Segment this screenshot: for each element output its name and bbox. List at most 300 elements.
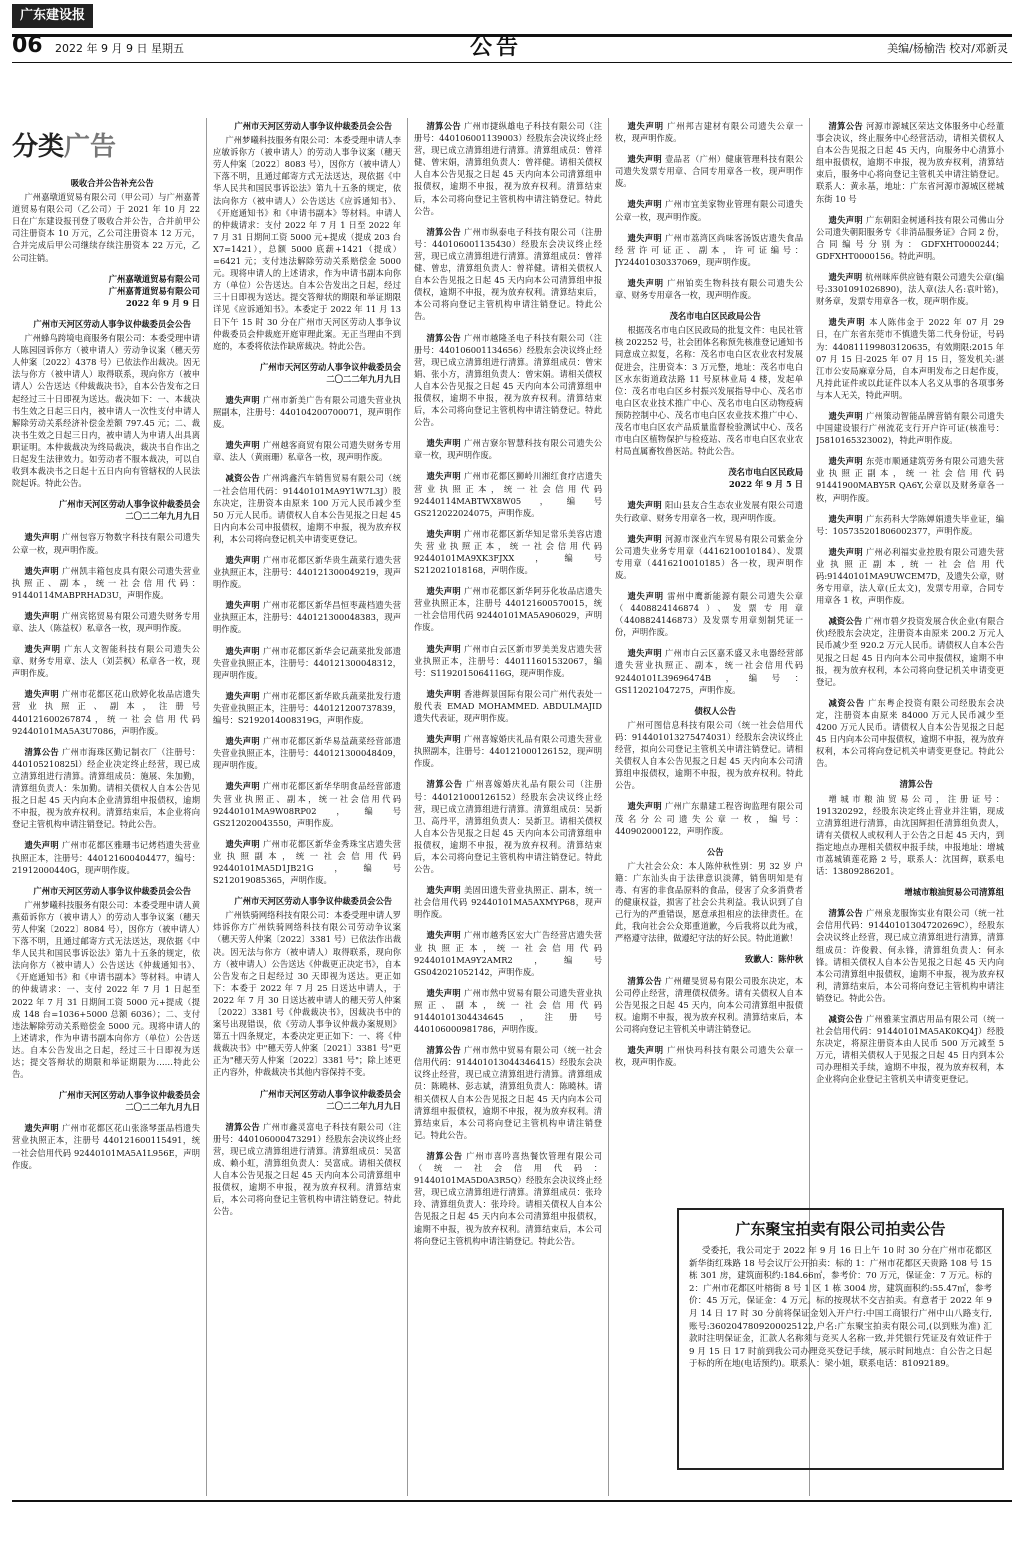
notice-item	[615, 1044, 803, 1068]
notice-type: 遗失声明	[426, 438, 462, 449]
notice-text	[414, 987, 602, 1035]
notice-body: 本人陈伟金于 2022 年 07 月 29 日，在广东省东莞市不慎遗失第二代身份证，号码为：440811199803120635，有效期限:2015 年 07 月 15 日-2025 年 07 月 15 日，签发机关:湛江市公安局麻章分局，自本声明发布之日起作废，凡持此证件或以此证件以本人名义从事的各项事务与本人无关，特此声明。	[816, 317, 1004, 400]
notice-type: 遗失声明	[828, 456, 864, 467]
notice-item	[414, 332, 602, 429]
notice-type: 遗失声明	[627, 199, 663, 210]
notice-item	[414, 585, 602, 633]
notice-item	[213, 472, 401, 545]
notice-type: 清算公告	[627, 975, 663, 986]
notice-body: 广州耀旻贸易有限公司股东决定，本公司停止经营，清理债权债务。请有关债权人自本公告见报之日起 45 天内，向本公司清算组申报债权。逾期不申报，视为放弃权利。清算结束后，本公司将向登记主管机关申请注销登记。	[615, 975, 803, 1034]
notice-text	[414, 929, 602, 977]
notice-sign	[213, 361, 401, 373]
notice-text	[615, 277, 803, 301]
notice-text	[213, 780, 401, 828]
notice-text	[414, 1044, 602, 1141]
notice-text	[816, 1013, 1004, 1086]
notice-item	[615, 120, 803, 144]
notice-body: 广州快玛科技有限公司遗失公章一枚，现声明作废。	[615, 1045, 803, 1068]
auction-notice	[677, 1208, 1004, 1470]
notice-item	[816, 546, 1004, 606]
notice-body: 广州市然中贸易有限公司（统一社会信用代码：914401013044346415）经股东会决议终止经营，现已成立清算组进行清算。清算组成员：陈曉林、彭志斌，清算组负责人：陈曉林。请相关债权人自本公告见报之日起 45 天内向本公司清算组申报债权，逾期不申报，视为放弃权利。清算结束后，本公司将向登记主管机构申请注销登记。特此公告。	[414, 1045, 602, 1140]
notice-type: 减资公告	[225, 473, 261, 484]
notice-type: 遗失声明	[225, 440, 261, 451]
notice-type: 清算公告	[426, 332, 462, 343]
notice-type: 遗失声明	[225, 838, 261, 849]
notice-type: 遗失声明	[24, 610, 60, 621]
notice-item	[615, 198, 803, 222]
notice-text	[615, 975, 803, 1035]
notice-type: 遗失声明	[426, 528, 462, 539]
notice-type: 遗失声明	[627, 1045, 664, 1055]
notice-type: 遗失声明	[24, 689, 60, 700]
notice-text	[213, 690, 401, 726]
notice-body	[615, 324, 803, 457]
notice-item	[12, 688, 200, 736]
notice-body: 广州市新美广告有限公司遗失营业执照副本，注册号：440104200700071，现声明作废。	[213, 394, 401, 430]
notice-item	[414, 1150, 602, 1247]
notice-sign	[615, 953, 803, 965]
notice-item	[816, 120, 1004, 205]
notice-sign	[12, 1101, 200, 1113]
notice-sign-text: 二〇二二年九月九日	[125, 511, 200, 522]
notice-type: 遗失声明	[426, 930, 462, 941]
notice-item	[615, 277, 803, 301]
notice-text	[816, 697, 1004, 770]
notice-item	[816, 615, 1004, 688]
notice-type: 遗失声明	[225, 690, 261, 701]
notice-type: 遗失声明	[426, 471, 462, 482]
notice-body: 广州市花都区新华华明食品经营部遗失营业执照正、副本，统一社会信用代码 92440101MA9W08RP02，编号 GS212020043550，声明作废。	[213, 781, 401, 828]
notice-sign-text: 增城市粮油贸易公司清算组	[904, 887, 1004, 898]
notice-body: 广州市海珠区勤记制衣厂（注册号：440105210825l）经企业决定终止经营，现已成立清算组进行清算。清算组成员：施展、朱加勤，清算组负责人：朱加勤。请相关债权人自本公告见报之日起 45 天内向本企业清算组申报债权，逾期不申报，视为放弃权利。清算结束后，本企业将向登记主管机构申请注销登记。特此公告。	[12, 746, 200, 830]
notice-type: 遗失声明	[24, 565, 60, 576]
notice-type: 遗失声明	[627, 801, 663, 812]
notice-title	[213, 895, 401, 907]
notice-body: 雷州中鹰新能源有限公司遗失公章（4408824146874）、发票专用章（4408824146873）及发票专用章刻制凭证一份，声明作废。	[615, 591, 803, 638]
notice-body-text: 广州梦曦科技服务有限公司：本委受理申请人李应敏诉你方（被申请人）的劳动人事争议案（穗天劳人仲案〔2022〕8083 号），因你方（被申请人）下落不明，且通过邮寄方式无法送达，现依据《中华人民共和国民事诉讼法》第九十五条的规定，依法向你方（被申请人）公告送达《应诉通知书》、《开庭通知书》和《申请书副本》等材料。申请人的仲裁请求：支付 2022 年 7 月 1 日至 2022 年 7 月 31 日期间工资 5000 元+提成（提成 203 台 X7=1421），总额 5000 底薪+1421（提成）=6421 元；支付违法解除劳动关系赔偿金 5000 元。现将申请人的上述请求，作为申请书副本向你方（单位）公告送达。自本公告发出之日起，经过三十日即视为送达。提交答辩状的期限和举证期限详见《应诉通知书》。本委定于 2022 年 11 月 13 日下午 15 时 30 分在广州市天河区劳动人事争议仲裁委员会仲裁庭开庭审理此案。无正当理由不到庭的，本委将依法作缺席裁决。特此公告。	[213, 135, 401, 351]
notice-body: 广州泉龙服饰实业有限公司（统一社会信用代码：91440101304720269C），经股东会决议终止经营，现已成立清算组进行清算，清算组成员：许俊毅、何永锋，清算组负责人：何永锋。请相关债权人自本公告见报之日起 45 天内向本公司清算组申报债权，逾期不申报，视为放弃权利，清算结束后，本公司将向登记主管机构申请注销登记。特此公告。	[816, 908, 1004, 1003]
notice-text	[414, 120, 602, 217]
notice-item	[12, 643, 200, 679]
notice-title	[816, 778, 1004, 790]
notice-sign	[615, 478, 803, 490]
notice-title	[615, 705, 803, 717]
notice-text	[213, 645, 401, 681]
notice-text	[12, 643, 200, 679]
notice-title-text: 债权人公告	[694, 705, 736, 716]
notice-body	[12, 899, 200, 1080]
notice-text	[213, 599, 401, 635]
notice-sign-text: 致歉人：陈仲秋	[744, 954, 803, 965]
notice-item	[414, 987, 602, 1035]
notice-text	[414, 437, 602, 461]
notice-type: 清算公告	[426, 779, 463, 790]
notice-body: 广州必利福实业控股有限公司遗失营业执照正副本,统一社会信用代码:91440101MA9UWCEM7D，及遗失公章，财务专用章，法人章(丘太文)，发票专用章，合同专用章各 1 枚，声明作废。	[816, 546, 1004, 606]
notice-text	[12, 565, 200, 601]
notice-body: 广州市荔湾区尚味客汤饭店遗失食品经营许可证正、副本，许可证编号：JY24401030337069，现声明作废。	[615, 232, 803, 267]
notice-item	[615, 647, 803, 695]
footer-rule	[12, 1500, 1012, 1502]
heading-part-1: 分类	[12, 132, 65, 162]
notice-body: 广州市花都区新华知足常乐美容店遗失营业执照正本，统一社会信用代码 92440101MA9XK3FJXX，编号 S212021018168，声明作废。	[414, 528, 602, 576]
notice-item	[213, 735, 401, 771]
notice-body: 河源市深业汽车贸易有限公司紫金分公司遗失业务专用章（4416210010184）、发票专用章（4416210010185）各一枚，现声明作废。	[615, 533, 803, 580]
notice-body	[213, 909, 401, 1078]
notice-type: 遗失声明	[426, 885, 462, 896]
notice-text	[213, 439, 401, 463]
notice-text	[414, 643, 602, 679]
notice-text	[414, 778, 602, 875]
notice-body-text: 广州可图信息科技有限公司（统一社会信用代码：914401013275474031）经股东会决议终止经营，拟向公司登记主管机关申请注销登记。请相关债权人自本公告见报之日起 45 天内向本公司清算组申报债权，逾期不申报，视为放弃权利。特此公告。	[615, 719, 803, 791]
notice-type: 遗失声明	[627, 500, 663, 511]
notice-body: 广州喜嫁婚庆礼品有限公司（注册号：440121000126152）经股东会决议终止经营，现已成立清算组进行清算。清算组成员：吴新卫、高丹平，清算组负责人：吴新卫。请相关债权人自本公告见报之日起 45 天内向本公司清算组申报债权，逾期不申报，视为放弃权利。清算结束后，本公司将向登记主管机构申请注销登记。特此公告。	[414, 779, 602, 875]
heading-part-2: 广告	[64, 132, 117, 162]
column-3	[414, 120, 602, 1495]
notice-item	[414, 1044, 602, 1141]
notice-text	[12, 746, 200, 831]
notice-text	[615, 1044, 803, 1068]
notice-text	[12, 531, 200, 555]
notice-text	[414, 884, 602, 920]
notice-body: 广东人文智能科技有限公司遗失公章、财务专用章、法人（刘芸枫）私章各一枚，现声明作废。	[12, 644, 200, 679]
notice-item	[213, 394, 401, 430]
notice-item	[816, 455, 1004, 503]
notice-body	[213, 134, 401, 352]
notice-type: 遗失声明	[828, 546, 864, 557]
notice-text	[12, 1122, 200, 1170]
notice-body: 广州市花都区新华易益蔬菜经营部遗失营业执照正本，注册号：440121300048409，现声明作废。	[213, 736, 401, 771]
notice-body-text: 广州铁骑网络科技有限公司：本委受理申请人罗炜诉你方广州铁骑网络科技有限公司劳动争议案（穗天劳人仲案〔2022〕3381 号）已依法作出裁决。因无法与你方（被申请人）取得联系，现向你方（被申请人）公告送达《仲裁更正决定书》，自本公告发布之日起经过 30 天即视为送达。更正如下：本委于 2022 年 7 月 25 日送达申请人，于 2022 年 7 月 30 日送达被申请人的穗天劳人仲案〔2022〕3381 号《仲裁裁决书》，因裁决书中的案号出现错误，依《劳动人事争议仲裁办案规则》第五十四条规定，本委决定更正如下：一、将《仲裁裁决书》中"穗天劳人仲案〔2021〕3381 号"更正为"穗天劳人仲案〔2022〕3381 号"；除上述更正内容外，仲裁裁决书其他内容保持不变。	[213, 910, 401, 1078]
notice-type: 清算公告	[24, 746, 60, 757]
notice-item	[213, 690, 401, 726]
notice-body: 广州市花都区新华阿芬化妆品店遗失营业执照正本，注册号 440121600570015，统一社会信用代码 92440101MA5A906029，声明作废。	[414, 586, 602, 633]
notice-sign	[816, 886, 1004, 898]
notice-type: 遗失声明	[24, 840, 60, 851]
notice-item	[213, 838, 401, 886]
notice-item	[213, 780, 401, 828]
notice-body-text: 广州蜂鸟跨境电商服务有限公司：本委受理申请人陈园园诉你方（被申请人）劳动争议案（穗天劳人仲案〔2022〕4378 号）已依法作出裁决。因无法与你方（被申请人）取得联系，现向你方（被申请人）公告送达《仲裁裁决书》，自本公告发布之日起经过三十日即视为送达。裁决如下：一、本裁决书生效之日起三日内，被申请人一次性支付申请人解除劳动关系经济补偿金差额 797.45 元；二、裁决书生效之日起三日内，被申请人为申请人出具离职证明。本仲裁裁决为终局裁决，裁决书自作出之日起发生法律效力。如劳动者不服本裁决，可以自收到本裁决书之日起十五日内向有管辖权的人民法院起诉。特此公告。	[12, 333, 200, 489]
notice-text	[615, 120, 803, 144]
notice-title-text: 广州市天河区劳动人事争议仲裁委员会公告	[33, 318, 192, 329]
notice-type: 遗失声明	[426, 643, 462, 654]
notice-item	[615, 153, 803, 189]
notice-body	[12, 191, 200, 264]
notice-body: 广州市然中贸易有限公司遗失营业执照正、副本，统一社会信用代码 91440101304434645，注册号 440106000981786，声明作废。	[414, 987, 602, 1035]
notice-title	[12, 885, 200, 897]
notice-type: 遗失声明	[426, 586, 462, 597]
notice-type: 减资公告	[828, 697, 865, 708]
notice-title	[213, 120, 401, 132]
notice-sign-text: 广州市天河区劳动人事争议仲裁委员会	[58, 499, 200, 510]
notice-sign-text: 2022 年 9 月 9 日	[126, 297, 200, 308]
notice-type: 清算公告	[426, 1150, 463, 1161]
notice-text	[816, 907, 1004, 1004]
notice-text	[414, 470, 602, 518]
notice-body: 广州市花都区新华贵生蔬菜行遗失营业执照正本，注册号：440121300049219，现声明作废。	[213, 555, 401, 590]
notice-body: 广州宾铭贸易有限公司遗失财务专用章、法人（陈益权）私章各一枚，现声明作废。	[12, 610, 200, 633]
notice-body-text: 广州嘉墩道贸易有限公司（甲公司）与广州嘉菁道贸易有限公司（乙公司）于 2021 年 10 月 22 日在广东建设报刊登了吸收合并公告，合并前甲公司注册资本 10 万元，乙公司注册资本 12 万元，合并完成后甲公司继续存续注册资本 22 万元，乙公司注销。	[12, 192, 200, 263]
notice-item	[12, 565, 200, 601]
notice-text	[816, 455, 1004, 503]
notice-item	[816, 271, 1004, 307]
notice-text	[414, 528, 602, 576]
notice-text	[615, 647, 803, 695]
notice-item	[12, 1122, 200, 1170]
notice-text	[615, 499, 803, 523]
notice-type: 遗失声明	[24, 532, 60, 543]
notice-sign	[213, 373, 401, 385]
notice-sign-text: 广州市天河区劳动人事争议仲裁委员会	[58, 1090, 200, 1101]
notice-sign-text: 广州市天河区劳动人事争议仲裁委员会	[259, 361, 401, 372]
notice-item	[414, 528, 602, 576]
notice-text	[414, 332, 602, 429]
notice-type: 遗失声明	[426, 688, 462, 699]
notice-text	[12, 610, 200, 634]
notice-type: 遗失声明	[627, 277, 664, 288]
notice-body: 广州市花都区雅珊韦记烤档遗失营业执照正本，注册号：440121600404477，编号：21912000440G，现声明作废。	[12, 840, 200, 875]
notice-body: 香港辉景国际有限公司广州代表处一般代表 EMAD MOHAMMED. ABDULMAJID 遗失代表证，现声明作废。	[414, 688, 602, 724]
notice-item	[213, 599, 401, 635]
notice-item	[213, 645, 401, 681]
notice-body: 阳山县友合生态农业发展有限公司遗失行政章、财务专用章各一枚，现声明作废。	[615, 500, 803, 523]
notice-item	[816, 513, 1004, 537]
notice-text	[615, 198, 803, 222]
notice-type: 遗失声明	[225, 555, 261, 565]
notice-item	[615, 232, 803, 268]
notice-sign-text: 二〇二二年九月九日	[326, 1100, 401, 1111]
notice-body: 广州凯丰箱包皮具有限公司遗失营业执照正、副本，统一社会信用代码：91440114MABPRHAD3U，声明作废。	[12, 565, 200, 600]
notice-body: 广州市碧夕投资发展合伙企业(有限合伙)经股东会决定，注册资本由原来 200.2 万元人民币减少至 920.2 万元人民币。请债权人自本公告见报之日起 45 日内向本公司申报债权，逾期不申报，视为放弃权利，本公司将向登记机关申请变更登记。	[816, 616, 1004, 687]
notice-body: 广州广东鼎建工程咨询监理有限公司茂名分公司遗失公章一枚，编号：440902000122，声明作废。	[615, 801, 803, 836]
notice-type: 遗失声明	[225, 600, 261, 611]
notice-item	[414, 120, 602, 217]
header-rule	[12, 62, 1012, 63]
notice-text	[816, 615, 1004, 688]
notice-sign	[213, 1088, 401, 1100]
notice-sign-text: 广州嘉墩道贸易有限公司	[108, 273, 200, 284]
notice-item	[414, 884, 602, 920]
notice-item	[816, 697, 1004, 770]
notice-type: 遗失声明	[828, 214, 864, 225]
notice-item	[414, 688, 602, 724]
notice-sign-text: 广州嘉菁道贸易有限公司	[108, 285, 200, 296]
notice-body	[816, 793, 1004, 878]
notice-text	[213, 554, 401, 590]
notice-type: 遗失声明	[627, 154, 663, 165]
notice-sign	[12, 297, 200, 309]
notice-type: 遗失声明	[828, 317, 866, 328]
notice-body: 广州越客商贸有限公司遗失财务专用章、法人（黄雨珊）私章各一枚，现声明作废。	[213, 440, 401, 463]
notice-type: 遗失声明	[225, 645, 261, 656]
notice-title-text: 广州市天河区劳动人事争议仲裁委员会公告	[33, 885, 192, 896]
notice-type: 遗失声明	[24, 644, 61, 655]
notice-type: 遗失声明	[627, 591, 664, 601]
notice-sign	[12, 273, 200, 285]
notice-sign-text: 二〇二二年九月九日	[326, 373, 401, 384]
notice-item	[615, 800, 803, 836]
notice-body	[615, 860, 803, 945]
notice-item	[414, 929, 602, 977]
notice-body: 广州铂奕生物科技有限公司遗失公章、财务专用章各一枚，现声明作废。	[615, 277, 803, 301]
notice-title-text: 公告	[706, 846, 724, 857]
notice-body: 广州邦吉建材有限公司遗失公章一枚，现声明作废。	[615, 121, 803, 144]
notice-item	[12, 531, 200, 555]
notice-body-text: 根据茂名市电白区民政局的批复文件：电民社管核 202252 号，社会团体名称预先核准登记通知书同意成立拟复，名称：茂名市电白区农业农村发展促进会，注册资本：3 万元整，地址：茂名市电白区水东街道政法路 11 号原林业局 4 楼，发起单位：茂名市电白区乡村振兴发展指导中心、茂名市电白区农业技术推广中心、茂名市电白区动物疫病预防控制中心、茂名市电白区农业技术推广中心、茂名市电白区农产品质量监督检验测试中心、茂名市电白区植物保护与检疫站、茂名市电白区农业农村局直属畜牧兽医站。特此公告。	[615, 325, 803, 457]
notice-type: 清算公告	[828, 908, 864, 919]
notice-body: 广州策动智能品牌营销有限公司遗失中国建设银行广州流花支行开户许可证(核准号：J5810165323002)，特此声明作废。	[816, 410, 1004, 446]
notice-title-text: 吸收合并公告补充公告	[70, 178, 154, 188]
notice-body: 广州市花都区花山张涤琴蛋品档遗失营业执照正本，注册号 440121600115491，统一社会信用代码 92440101MA5A1L956E，声明作废。	[12, 1123, 200, 1170]
notice-sign-text: 茂名市电白区民政局	[728, 467, 803, 478]
notice-type: 清算公告	[225, 1121, 261, 1132]
notice-body: 广州吉寮尔智慧科技有限公司遗失公章一枚，现声明作废。	[414, 438, 602, 461]
notice-type: 遗失声明	[225, 394, 261, 405]
notice-type: 清算公告	[426, 226, 462, 237]
notice-body: 广州市宜美家物业管理有限公司遗失公章一枚，现声明作废。	[615, 199, 803, 222]
notice-body-text: 广大社会公众：本人陈仲秋性别：男 32 岁 户籍：广东汕头由于法律意识淡薄，销售明知是有毒、有害的非食品原料的食品，侵害了众多消费者的健康权益，损害了社会公共利益。我认识到了自己行为的严重错误，愿意承担相应的法律责任。在此，我向社会公众郑重道歉，今后我将以此为戒，严格遵守法律，做遵纪守法的好公民。特此道歉！	[615, 860, 803, 944]
notice-body: 东莞市顺通建筑劳务有限公司遗失营业执照正副本，统一社会信用代码 91441900MABY5R QA6Y,公章以及财务章各一枚，声明作废。	[816, 456, 1004, 503]
notice-item	[816, 907, 1004, 1004]
notice-body: 广州雅莱宝酒店用品有限公司（统一社会信用代码：91440101MA5AK0KQ4J）经股东决定，将原注册资本由人民币 500 万元减至 5 万元，请相关债权人于见报之日起 45 日内到本公司办理相关手续，逾期不申报，视为放弃权利，本企业将向企业登记主管机关申请变更登记。	[816, 1014, 1004, 1085]
notice-body: 杭州咪库供应链有限公司遗失公章(编号:3301091026890)，法人章(法人名:袁叶铭)，财务章，发票专用章各一枚，现声明作废。	[816, 272, 1004, 307]
notice-sign	[12, 1089, 200, 1101]
notice-type: 遗失声明	[828, 410, 864, 421]
notice-body: 广州市花都区新华昌恒枣蔬档遗失营业执照正本，注册号：440121300048383，现声明作废。	[213, 600, 401, 635]
notice-text	[414, 688, 602, 724]
notice-text	[12, 839, 200, 875]
notice-type: 减资公告	[828, 616, 863, 627]
notice-sign-text: 广州市天河区劳动人事争议仲裁委员会	[259, 1088, 401, 1099]
notice-item	[213, 439, 401, 463]
notice-body: 河源市源城区荣达文体服务中心经董事会决议，终止服务中心经营活动，请相关债权人自本公告见报之日起 45 天内，向服务中心清算小组申报债权，逾期不申报，视为放弃权利，清算结束后，服务中心将向登记主管机关申请注销登记。联系人：黄永基，地址：广东省河源市源城区槎城东街 10 号	[816, 121, 1004, 204]
column-divider	[407, 118, 408, 1496]
notice-title	[12, 318, 200, 330]
notice-type: 遗失声明	[627, 533, 663, 544]
notice-body: 广州市越隆圣电子科技有限公司（注册号：440106001134656）经股东会决议终止经营，现已成立清算组进行清算。清算组成员：曾宋娟、张小方，清算组负责人：曾宋娟。请相关债权人自本公告见报之日起 45 天内向本公司清算组申报债权，逾期不申报，视为放弃权利。清算结束后，本公司将向登记主管机构申请注销登记。特此公告。	[414, 332, 602, 428]
notice-sign	[615, 466, 803, 478]
notice-item	[615, 499, 803, 523]
notice-item	[414, 778, 602, 875]
notice-item	[213, 554, 401, 590]
notice-item	[816, 1013, 1004, 1086]
notice-title-text: 广州市天河区劳动人事争议仲裁委员会公告	[234, 121, 393, 131]
notice-type: 清算公告	[828, 121, 864, 131]
notice-text	[816, 513, 1004, 537]
notice-body: 广州市花都区花山欣婷化妆品店遗失营业执照正、副本，注册号 440121600267874，统一社会信用代码 92440101MA5A3U7086，声明作废。	[12, 689, 200, 736]
notice-text	[816, 271, 1004, 307]
notice-item	[12, 610, 200, 634]
notice-sign	[12, 510, 200, 522]
notice-title	[615, 846, 803, 858]
column-divider	[206, 118, 207, 1496]
paper-tag: 广东建设报	[12, 4, 93, 28]
editors-credit: 美编/杨榆浩 校对/邓新灵	[887, 42, 1008, 55]
notice-text	[816, 316, 1004, 401]
column-1	[12, 126, 200, 1501]
section-title: 公告	[470, 35, 523, 60]
notice-item	[414, 470, 602, 518]
classified-ads-heading	[12, 126, 200, 163]
notice-body: 广州市白云区嘉禾盛又永电器经营部遗失营业执照正、副本，统一社会信用代码 92440101L39696474B，编号：GS112021047275，声明作废。	[615, 648, 803, 695]
notice-type: 清算公告	[426, 1045, 462, 1056]
notice-type: 遗失声明	[627, 121, 664, 131]
notice-body: 广东药科大学陈婵娟遗失毕业证，编号：105735201806002377，声明作废。	[816, 513, 1004, 536]
notice-body: 广州市花都区新华金秀珠宝店遗失营业执照副本，统一社会信用代码 92440101MA5D1JB21G，编号 S212019085365，声明作废。	[213, 838, 401, 886]
notice-text	[414, 226, 602, 323]
notice-body: 广州市白云区新市罗美美发店遗失营业执照正本，注册号：440111601532067，编号：S1192015064116G，现声明作废。	[414, 643, 602, 678]
notice-type: 遗失声明	[24, 1123, 60, 1134]
notice-body	[12, 332, 200, 489]
notice-item	[816, 410, 1004, 446]
notice-item	[816, 214, 1004, 262]
notice-body: 广州市花都区狮岭川湘红食疗店遗失营业执照正本，统一社会信用代码 92440114MABTWX8W05，编号 GS212022024075，声明作废。	[414, 471, 602, 518]
notice-body: 广州市越秀区宏大广告经营店遗失营业执照正本，统一社会信用代码 92440101MA9Y2AMR2，编号 GS042021052142，声明作废。	[414, 930, 602, 977]
page-number: 06	[12, 33, 43, 58]
notice-text	[615, 590, 803, 638]
notice-type: 遗失声明	[225, 736, 261, 747]
notice-sign	[12, 498, 200, 510]
notice-body: 广东朝阳金树通科技有限公司佛山分公司遗失朝阳服务专《非消品服务证》合同 2 份，合同编号分别为：GDFXHT0000244；GDFXHT0000156。特此声明。	[816, 214, 1004, 261]
notice-type: 减资公告	[828, 1014, 864, 1024]
notice-body	[615, 719, 803, 792]
notice-text	[213, 472, 401, 545]
notice-sign-text: 2022 年 9 月 5 日	[729, 479, 803, 490]
notice-type: 遗失声明	[627, 232, 663, 243]
notice-type: 遗失声明	[225, 781, 261, 792]
notice-text	[615, 800, 803, 836]
issue-date: 2022 年 9 月 9 日 星期五	[55, 42, 184, 55]
notice-item	[816, 316, 1004, 401]
notice-text	[12, 688, 200, 736]
notice-text	[213, 1121, 401, 1218]
notice-body: 壹品茗（广州）健康管理科技有限公司遗失发票专用章、合同专用章各一枚，现声明作废。	[615, 154, 803, 189]
notice-text	[414, 585, 602, 633]
notice-item	[615, 975, 803, 1035]
notice-body: 广州包容万物数字科技有限公司遗失公章一枚，现声明作废。	[12, 532, 200, 555]
notice-body: 广州市捷纵雄电子科技有限公司（注册号：440106001139003）经股东会决议终止经营，现已成立清算组进行清算。清算组成员：曾祥健、曾宋娟，清算组负责人：曾祥健。请相关债权人自本公告见报之日起 45 天内向本公司清算组申报债权，逾期不申报，视为放弃权利。清算结束后，本公司将向登记主管机构申请注销登记。特此公告。	[414, 121, 602, 216]
notice-body: 美固田遗失营业执照正、副本，统一社会信用代码 92440101MA5AXMYP68，现声明作废。	[414, 885, 602, 920]
notice-item	[414, 733, 602, 769]
notice-body-text: 广州梦曦科技服务有限公司：本委受理申请人黄燕茹诉你方（被申请人）的劳动人事争议案（穗天劳人仲案〔2022〕8084 号），因你方（被申请人）下落不明，且通过邮寄方式无法送达，现依据《中华人民共和国民事诉讼法》第九十五条的规定，依法向你方（被申请人）公告送达《仲裁通知书》、《开庭通知书》和《申请书副本》等材料。申请人的仲裁请求：一、支付 2022 年 7 月 1 日起至 2022 年 7 月 31 日期间工资 5000 元+提成（提成 148 台=1036+5000 总额 6036）；二、支付违法解除劳动关系赔偿金 5000 元。现将申请人的上述请求，作为申请书副本向你方（单位）公告送达。自本公告发出之日起，经过三十日即视为送达；提交答辩状的期限和举证期限为……特此公告。	[12, 899, 200, 1080]
notice-text	[615, 153, 803, 189]
notice-title	[615, 310, 803, 322]
notice-item	[615, 533, 803, 581]
notice-type: 遗失声明	[627, 648, 663, 659]
notice-title-text: 广州市天河区劳动人事争议仲裁委员会公告	[234, 896, 393, 907]
notice-type: 遗失声明	[426, 734, 462, 745]
notice-body: 广州鸿鑫汽车销售贸易有限公司（统一社会信用代码：91440101MA9Y1W7L3J）股东决定，注册资本由原来 100 万元人民币减少至 50 万元人民币。请债权人自本公告见报之日起 45 日内向本公司申报债权，逾期不申报，视为放弃权利，本公司将向登记机关申请变更登记。	[213, 473, 401, 544]
notice-title	[12, 177, 200, 189]
notice-body: 广州市喜吟喜热餐饮管理有限公司（统一社会信用代码：91440101MA5D0A3R5Q）经股东会决议终止经营，现已成立清算组进行清算。清算组成员：张玲玲、清算组负责人：张玲玲。请相关债权人自本公告见报之日起 45 天内向本公司清算组申报债权，逾期不申报，视为放弃权利。清算结束后，本公司将向登记主管机构申请注销登记。特此公告。	[414, 1150, 602, 1246]
notice-text	[615, 533, 803, 581]
notice-body: 广州市纵泰电子科技有限公司（注册号：440106001135430）经股东会决议终止经营，现已成立清算组进行清算。清算组成员：曾祥健、曾忠，清算组负责人：曾祥健。请相关债权人自本公告见报之日起 45 天内向本公司清算组申报债权，逾期不申报，视为放弃权利。清算结束后，本公司将向登记主管机构申请注销登记。特此公告。	[414, 226, 602, 322]
notice-body-text: 增城市粮油贸易公司，注册证号：191320292，经股东决定终止营业并注销，现成立清算组进行清算，由沈国辉担任清算组负责人，请有关债权人或权利人于公告之日起 45 天内，到指定地点办理相关债权申报手续，申报地址：增城市荔城镇莲花路 2 号，联系人：沈国辉，联系电话：13809286201。	[816, 793, 1004, 877]
notice-title-text: 茂名市电白区民政局公告	[669, 311, 761, 322]
auction-body: 受委托，我公司定于 2022 年 9 月 16 日上午 10 时 30 分在广州市花都区新华街红珠路 18 号会议厅公开拍卖：标的 1：广州市花都区天贵路 108 号 15 栋 301 房，建筑面积约:184.66㎡，参考价：70 万元，保证金：7 万元。标的 2：广州市花都区叶榕街 8 号 1 区 1 栋 3004 房，建筑面积约:55.47㎡，参考价：45 万元，保证金：4 万元。标的按现状不交吉拍卖。有意者于 2022 年 9 月 14 日 17 时 30 分前将保证金划入开户行:中国工商银行广州中山八路支行,账号:3602047809200025122,户名:广东聚宝拍卖有限公司,(以到账为准) 汇款时注明保证金，汇款人名称须与竞买人名称一致,并凭银行凭证及有效证件于 9 月 15 日 17 时前到我公司办理竞买登记手续，展示时间地点：自公告之日起于标的所在地(电话预约)。联系人：梁小姐，联系电话：81092189。	[689, 1246, 992, 1370]
notice-body: 广东粤企投资有限公司经股东会决定，注册资本由原来 84000 万元人民币减少至 4200 万元人民币。请债权人自本公告见报之日起 45 日内向本公司申报债权，逾期不申报，视为放弃权利，本公司将向登记机关申请变更登记。特此公告。	[816, 697, 1004, 769]
column-divider	[608, 118, 609, 1496]
notice-item	[615, 590, 803, 638]
notice-sign-text: 二〇二二年九月九日	[125, 1102, 200, 1113]
notice-text	[213, 838, 401, 886]
notice-item	[213, 1121, 401, 1218]
notice-type: 遗失声明	[828, 513, 864, 524]
notice-type: 清算公告	[426, 121, 462, 131]
notice-item	[12, 746, 200, 831]
notice-text	[414, 733, 602, 769]
notice-text	[816, 410, 1004, 446]
notice-type: 遗失声明	[426, 987, 462, 998]
